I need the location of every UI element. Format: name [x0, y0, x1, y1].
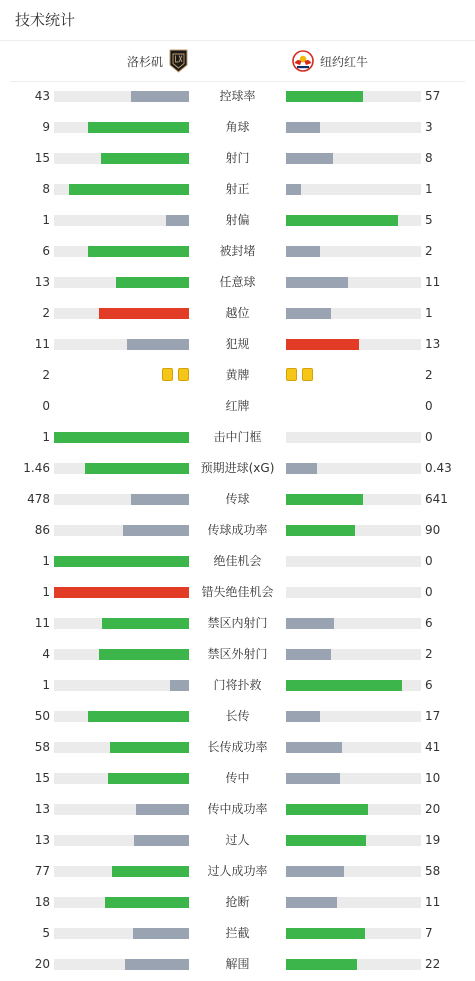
away-value: 0 — [425, 554, 433, 568]
away-bar-fill — [286, 711, 320, 722]
home-bar-track — [54, 277, 189, 288]
stat-row — [0, 174, 475, 205]
home-value: 13 — [34, 275, 50, 289]
away-value: 13 — [425, 337, 441, 351]
yellow-card-icon — [162, 368, 173, 381]
home-bar-fill — [102, 618, 189, 629]
home-bar-track — [54, 432, 189, 443]
away-value: 2 — [425, 647, 433, 661]
home-bar-fill — [69, 184, 189, 195]
away-bar-track — [286, 711, 421, 722]
home-bar-fill — [170, 680, 189, 691]
stat-label: 长传 — [225, 709, 250, 723]
away-bar-fill — [286, 680, 402, 691]
stat-label: 长传成功率 — [207, 740, 268, 754]
stat-row — [0, 81, 475, 112]
away-value: 641 — [425, 492, 448, 506]
away-value: 11 — [425, 895, 441, 909]
stat-label: 禁区内射门 — [207, 616, 268, 630]
away-bar-track — [286, 339, 421, 350]
away-bar-track — [286, 122, 421, 133]
home-value: 1 — [42, 430, 50, 444]
stat-label: 过人成功率 — [207, 864, 268, 878]
home-bar-track — [54, 587, 189, 598]
away-value: 6 — [425, 616, 433, 630]
home-bar-fill — [133, 928, 189, 939]
home-bar-track — [54, 525, 189, 536]
away-bar-fill — [286, 742, 342, 753]
away-bar-track — [286, 277, 421, 288]
header-divider — [0, 40, 475, 41]
home-value: 2 — [42, 306, 50, 320]
home-value: 13 — [34, 802, 50, 816]
stat-label: 错失绝佳机会 — [201, 585, 274, 599]
away-bar-fill — [286, 959, 357, 970]
away-bar-fill — [286, 866, 344, 877]
away-value: 0 — [425, 430, 433, 444]
stat-label: 角球 — [225, 120, 250, 134]
home-bar-track — [54, 773, 189, 784]
away-bar-track — [286, 556, 421, 567]
stat-row — [0, 236, 475, 267]
yellow-card-icon — [178, 368, 189, 381]
away-bar-fill — [286, 215, 398, 226]
stat-label: 拦截 — [225, 926, 250, 940]
away-bar-fill — [286, 835, 366, 846]
away-bar-fill — [286, 463, 317, 474]
away-bar-track — [286, 246, 421, 257]
home-team — [127, 49, 188, 73]
home-bar-fill — [99, 649, 189, 660]
home-value: 1 — [42, 213, 50, 227]
stat-row — [0, 949, 475, 980]
home-bar-fill — [88, 711, 189, 722]
home-value: 11 — [34, 337, 50, 351]
stat-row — [0, 608, 475, 639]
away-cards — [286, 368, 313, 381]
away-bar-track — [286, 649, 421, 660]
home-bar-track — [54, 618, 189, 629]
stat-row — [0, 143, 475, 174]
stat-label: 射门 — [225, 151, 250, 165]
away-bar-fill — [286, 122, 320, 133]
away-bar-track — [286, 184, 421, 195]
away-bar-track — [286, 680, 421, 691]
away-value: 1 — [425, 182, 433, 196]
stat-label: 被封堵 — [219, 244, 256, 258]
home-bar-track — [54, 556, 189, 567]
stat-row — [0, 670, 475, 701]
home-bar-track — [54, 897, 189, 908]
stat-row — [0, 639, 475, 670]
home-bar-fill — [85, 463, 189, 474]
home-bar-track — [54, 184, 189, 195]
stat-row — [0, 391, 475, 422]
away-bar-fill — [286, 649, 331, 660]
home-value: 15 — [34, 771, 50, 785]
away-bar-track — [286, 463, 421, 474]
away-value: 2 — [425, 244, 433, 258]
stat-label: 传中成功率 — [207, 802, 268, 816]
home-bar-track — [54, 339, 189, 350]
away-value: 58 — [425, 864, 441, 878]
stat-label: 击中门框 — [213, 430, 262, 444]
stat-label: 红牌 — [225, 399, 250, 413]
away-value: 90 — [425, 523, 441, 537]
away-bar-fill — [286, 773, 340, 784]
home-bar-fill — [54, 432, 189, 443]
home-value: 2 — [42, 368, 50, 382]
away-bar-fill — [286, 525, 355, 536]
stat-label: 传球 — [225, 492, 250, 506]
away-bar-fill — [286, 184, 301, 195]
away-bar-track — [286, 153, 421, 164]
away-bar-track — [286, 494, 421, 505]
away-bar-track — [286, 91, 421, 102]
away-bar-track — [286, 618, 421, 629]
home-bar-fill — [105, 897, 189, 908]
home-bar-track — [54, 866, 189, 877]
away-bar-track — [286, 308, 421, 319]
away-value: 0 — [425, 585, 433, 599]
stat-label: 传球成功率 — [207, 523, 268, 537]
away-bar-fill — [286, 308, 331, 319]
away-value: 1 — [425, 306, 433, 320]
home-value: 86 — [34, 523, 50, 537]
home-bar-track — [54, 649, 189, 660]
away-bar-track — [286, 928, 421, 939]
home-value: 20 — [34, 957, 50, 971]
home-bar-track — [54, 680, 189, 691]
home-bar-track — [54, 835, 189, 846]
stat-row — [0, 732, 475, 763]
home-bar-track — [54, 463, 189, 474]
home-bar-fill — [131, 494, 189, 505]
home-value: 15 — [34, 151, 50, 165]
away-bar-track — [286, 587, 421, 598]
stat-row — [0, 546, 475, 577]
stat-row — [0, 794, 475, 825]
away-bar-track — [286, 897, 421, 908]
stat-label: 控球率 — [219, 89, 256, 103]
stat-label: 任意球 — [219, 275, 256, 289]
away-value: 41 — [425, 740, 441, 754]
home-bar-track — [54, 494, 189, 505]
yellow-card-icon — [302, 368, 313, 381]
stat-label: 射正 — [225, 182, 250, 196]
home-bar-fill — [88, 122, 189, 133]
away-value: 2 — [425, 368, 433, 382]
home-value: 478 — [27, 492, 50, 506]
home-value: 43 — [34, 89, 50, 103]
away-value: 5 — [425, 213, 433, 227]
away-bar-fill — [286, 804, 368, 815]
home-value: 8 — [42, 182, 50, 196]
home-value: 4 — [42, 647, 50, 661]
stat-row — [0, 825, 475, 856]
home-value: 9 — [42, 120, 50, 134]
home-bar-fill — [127, 339, 189, 350]
stat-label: 预期进球(xG) — [200, 461, 275, 475]
stat-label: 过人 — [225, 833, 250, 847]
home-bar-track — [54, 215, 189, 226]
stat-row — [0, 918, 475, 949]
home-bar-fill — [123, 525, 189, 536]
stat-label: 禁区外射门 — [207, 647, 268, 661]
home-value: 50 — [34, 709, 50, 723]
home-bar-fill — [88, 246, 189, 257]
home-bar-fill — [112, 866, 189, 877]
away-value: 8 — [425, 151, 433, 165]
stat-row — [0, 453, 475, 484]
home-bar-track — [54, 308, 189, 319]
away-value: 0 — [425, 399, 433, 413]
stat-row — [0, 856, 475, 887]
away-value: 0.43 — [425, 461, 452, 475]
stat-row — [0, 329, 475, 360]
stat-row — [0, 298, 475, 329]
away-value: 11 — [425, 275, 441, 289]
home-bar-fill — [101, 153, 189, 164]
home-bar-track — [54, 246, 189, 257]
home-bar-fill — [134, 835, 189, 846]
stat-label: 传中 — [225, 771, 250, 785]
stat-label: 解围 — [225, 957, 250, 971]
away-bar-track — [286, 432, 421, 443]
stat-label: 抢断 — [225, 895, 250, 909]
away-value: 6 — [425, 678, 433, 692]
yellow-card-icon — [286, 368, 297, 381]
away-bar-track — [286, 804, 421, 815]
home-bar-track — [54, 122, 189, 133]
away-value: 3 — [425, 120, 433, 134]
home-value: 77 — [34, 864, 50, 878]
home-bar-track — [54, 711, 189, 722]
stat-row — [0, 515, 475, 546]
home-bar-track — [54, 91, 189, 102]
away-team — [291, 49, 368, 73]
panel-title: 技术统计 — [15, 11, 76, 29]
home-value: 1 — [42, 554, 50, 568]
stat-row — [0, 112, 475, 143]
away-bar-track — [286, 215, 421, 226]
away-bar-track — [286, 959, 421, 970]
stat-row — [0, 360, 475, 391]
away-bar-track — [286, 835, 421, 846]
stat-row — [0, 763, 475, 794]
home-bar-fill — [54, 556, 189, 567]
away-value: 20 — [425, 802, 441, 816]
stat-row — [0, 701, 475, 732]
stat-label: 越位 — [225, 306, 250, 320]
home-value: 1.46 — [23, 461, 50, 475]
home-value: 1 — [42, 678, 50, 692]
away-value: 17 — [425, 709, 441, 723]
red-bulls-crest-icon — [291, 50, 315, 72]
home-bar-fill — [136, 804, 189, 815]
home-team-name: 洛杉矶 — [126, 54, 163, 69]
stat-row — [0, 422, 475, 453]
home-bar-track — [54, 959, 189, 970]
away-bar-track — [286, 866, 421, 877]
home-bar-fill — [131, 91, 189, 102]
home-bar-fill — [99, 308, 189, 319]
home-bar-fill — [108, 773, 189, 784]
stat-label: 射偏 — [225, 213, 250, 227]
stat-row — [0, 484, 475, 515]
away-bar-fill — [286, 339, 359, 350]
home-value: 6 — [42, 244, 50, 258]
home-cards — [162, 368, 189, 381]
away-bar-fill — [286, 246, 320, 257]
away-bar-track — [286, 525, 421, 536]
away-bar-fill — [286, 928, 365, 939]
home-bar-fill — [125, 959, 189, 970]
away-bar-fill — [286, 618, 334, 629]
home-value: 58 — [34, 740, 50, 754]
home-value: 18 — [34, 895, 50, 909]
away-value: 7 — [425, 926, 433, 940]
away-bar-fill — [286, 91, 363, 102]
home-value: 1 — [42, 585, 50, 599]
stat-row — [0, 205, 475, 236]
away-value: 19 — [425, 833, 441, 847]
stat-row — [0, 267, 475, 298]
away-bar-fill — [286, 897, 337, 908]
away-bar-track — [286, 773, 421, 784]
away-bar-fill — [286, 153, 333, 164]
home-value: 11 — [34, 616, 50, 630]
stat-label: 门将扑救 — [213, 678, 262, 692]
stat-row — [0, 577, 475, 608]
stat-row — [0, 887, 475, 918]
stat-label: 黄牌 — [225, 368, 250, 382]
away-bar-fill — [286, 494, 363, 505]
home-value: 13 — [34, 833, 50, 847]
stat-label: 绝佳机会 — [213, 554, 262, 568]
home-bar-fill — [166, 215, 189, 226]
away-team-name: 纽约红牛 — [320, 54, 369, 69]
home-value: 5 — [42, 926, 50, 940]
home-value: 0 — [42, 399, 50, 413]
away-value: 10 — [425, 771, 441, 785]
home-bar-track — [54, 153, 189, 164]
away-bar-fill — [286, 277, 348, 288]
home-bar-fill — [54, 587, 189, 598]
home-bar-track — [54, 742, 189, 753]
stat-label: 犯规 — [225, 337, 250, 351]
lafc-crest-icon — [169, 49, 188, 73]
home-bar-track — [54, 804, 189, 815]
away-value: 22 — [425, 957, 441, 971]
home-bar-track — [54, 928, 189, 939]
away-bar-track — [286, 742, 421, 753]
away-value: 57 — [425, 89, 441, 103]
home-bar-fill — [116, 277, 189, 288]
home-bar-fill — [110, 742, 189, 753]
